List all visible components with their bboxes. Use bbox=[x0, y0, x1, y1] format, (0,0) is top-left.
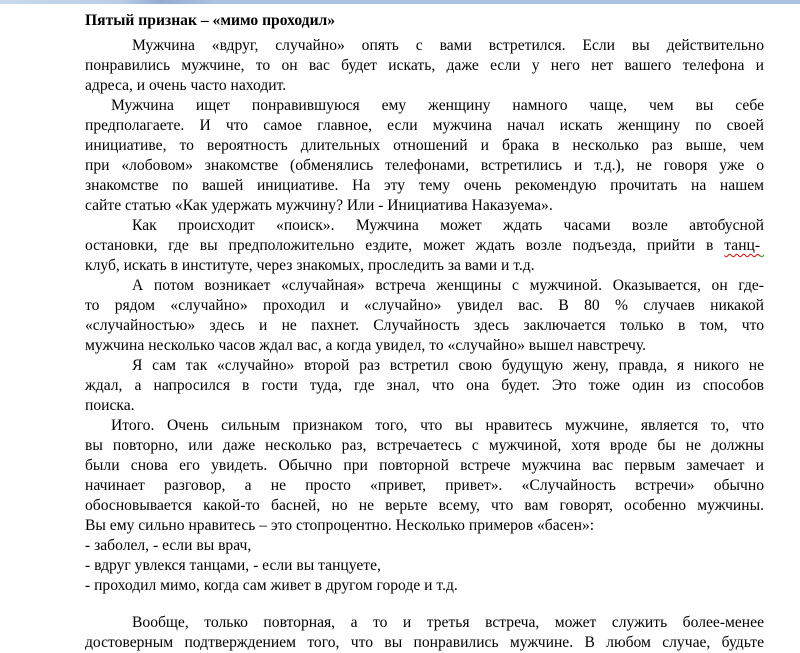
text-line bbox=[85, 236, 764, 256]
text-line: Вы ему сильно нравитесь – это стопроцентно. Несколько примеров «басен»: bbox=[85, 517, 595, 534]
grammar-wavy-mark bbox=[760, 237, 764, 254]
text-line: ждал, а напросился в гости туда, где знал, что она будет. Это тоже один из способов bbox=[85, 377, 764, 394]
document-title: Пятый признак – «мимо проходил» bbox=[85, 12, 336, 29]
list-item: - вдруг увлекся танцами, - если вы танцуете, bbox=[85, 557, 381, 574]
text-line: А потом возникает «случайная» встреча женщины с мужчиной. Оказывается, он где- bbox=[132, 277, 764, 294]
text-line: мужчина несколько часов ждал вас, а когда увидел, то «случайно» вышел навстречу. bbox=[85, 337, 646, 354]
misspelled-word: танц- bbox=[724, 237, 761, 254]
text-line: Я сам так «случайно» второй раз встретил свою будущую жену, правда, я никого не bbox=[132, 357, 764, 374]
clipped-text-line: достоверным подтверждением того, что вы понравились мужчине. В любом случае, будьте bbox=[85, 634, 764, 651]
text-line: адреса, и очень часто находит. bbox=[85, 77, 287, 94]
list-item: - проходил мимо, когда сам живет в другом городе и т.д. bbox=[85, 577, 458, 594]
text-line: сайте статью «Как удержать мужчину? Или - Инициатива Наказуема». bbox=[85, 197, 553, 214]
text-line: предполагаете. И что самое главное, если мужчина начал искать женщину по своей bbox=[85, 117, 764, 134]
list-item: - заболел, - если вы врач, bbox=[85, 537, 252, 554]
text-line: обосновывается какой-то басней, но не верьте всему, что вам говорят, особенно мужчины. bbox=[85, 497, 764, 514]
text-line: Итого. Очень сильным признаком того, что вы нравитесь мужчине, является то, что bbox=[111, 417, 764, 434]
text-line: Мужчина «вдруг, случайно» опять с вами встретился. Если вы действительно bbox=[132, 37, 764, 54]
text-segment: остановки, где вы предположительно ездите, может ждать возле подъезда, прийти в bbox=[85, 237, 725, 254]
text-line: знакомстве по вашей инициативе. На эту тему очень рекомендую прочитать на нашем bbox=[85, 177, 764, 194]
text-line: то рядом «случайно» проходил и «случайно» увидел вас. В 80 % случаев никакой bbox=[85, 297, 764, 314]
text-line: понравились мужчине, то он вас будет искать, даже если у него нет вашего телефона и bbox=[85, 57, 764, 74]
text-line: Мужчина ищет понравившуюся ему женщину намного чаще, чем вы себе bbox=[111, 97, 764, 114]
text-line: клуб, искать в институте, через знакомых, проследить за вами и т.д. bbox=[85, 257, 535, 274]
text-line: «случайностью» здесь и не пахнет. Случайность здесь заключается только в том, что bbox=[85, 317, 764, 334]
text-line: Как происходит «поиск». Мужчина может ждать часами возле автобусной bbox=[132, 217, 764, 234]
text-line: были снова его увидеть. Обычно при повторной встрече мужчина вас первым замечает и bbox=[85, 457, 764, 474]
text-line: при «лобовом» знакомстве (обменялись телефонами, встретились и т.д.), не говоря уже о bbox=[85, 157, 764, 174]
text-line: инициативе, то вероятность длительных отношений и брака в несколько раз выше, чем bbox=[85, 137, 764, 154]
text-line: начинает разговор, а не просто «привет, привет». «Случайность встречи» обычно bbox=[85, 477, 764, 494]
document-body bbox=[0, 4, 800, 653]
text-line: вы повторно, или даже несколько раз, встречаетесь с мужчиной, хотя вроде бы не должны bbox=[85, 437, 764, 454]
text-line: поиска. bbox=[85, 397, 135, 414]
text-line: Вообще, только повторная, а то и третья встреча, может служить более-менее bbox=[132, 614, 764, 631]
